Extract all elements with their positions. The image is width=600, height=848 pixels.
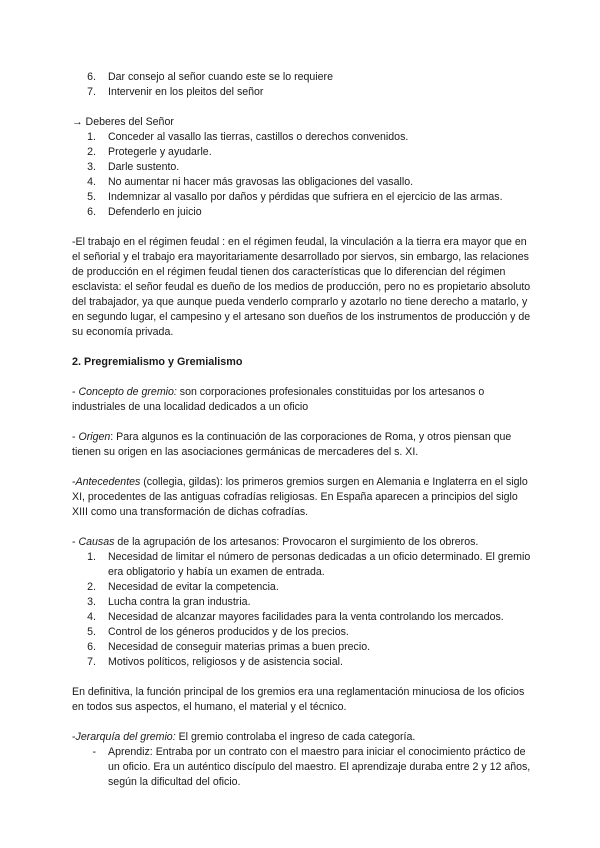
jerarquia-paragraph: -Jerarquía del gremio: El gremio controlaba el ingreso de cada categoría. — [72, 731, 416, 743]
list-item: 6. Defenderlo en juicio — [87, 206, 202, 218]
list-item: 1. Conceder al vasallo las tierras, castillos o derechos convenidos. — [87, 131, 409, 143]
definitiva-paragraph: En definitiva, la función principal de los gremios era una reglamentación minuciosa de los oficios en todos sus aspectos, el humano, el material y el técnico. — [72, 686, 525, 713]
list-item: 4. Necesidad de alcanzar mayores facilidades para la venta controlando los mercados. — [87, 611, 504, 623]
concepto-label: Concepto de gremio: — [78, 386, 177, 398]
list-item: - Aprendiz: Entraba por un contrato con el maestro para iniciar el conocimiento práctico de un oficio. Era un auténtico discípulo del maestro. El aprendizaje duraba entre 2 y 12 años, según la dificultad del oficio. — [92, 746, 531, 788]
list-item: 2. Protegerle y ayudarle. — [87, 146, 212, 158]
causas-list — [72, 550, 532, 670]
section-heading: 2. Pregremialismo y Gremialismo — [72, 356, 243, 368]
origen-label: Origen — [78, 431, 111, 443]
list-item: 5. Indemnizar al vasallo por daños y pérdidas que sufriera en el ejercicio de las armas. — [87, 191, 503, 203]
causas-paragraph: - Causas de la agrupación de los artesanos: Provocaron el surgimiento de los obreros. — [72, 536, 479, 548]
list-item: 4. No aumentar ni hacer más gravosas las obligaciones del vasallo. — [87, 176, 414, 188]
antecedentes-label: Antecedentes — [75, 476, 141, 488]
list-item: 2. Necesidad de evitar la competencia. — [87, 581, 279, 593]
antecedentes-paragraph: -Antecedentes (collegia, gildas): los primeros gremios surgen en Alemania e Inglaterra en el siglo XI, procedentes de las antiguas cofradías religiosas. En España aparecen a principios del siglo XIII como una transformación de dichas cofradías. — [72, 476, 528, 518]
list-item: 3. Lucha contra la gran industria. — [87, 596, 251, 608]
causas-label: Causas — [78, 536, 115, 548]
list-item: 6. Necesidad de conseguir materias primas a buen precio. — [87, 641, 371, 653]
deberes-title: → Deberes del Señor — [72, 116, 174, 128]
deberes-list — [72, 130, 532, 220]
document-page — [72, 70, 532, 790]
origen-paragraph: - Origen: Para algunos es la continuación de las corporaciones de Roma, y otros piensan que tienen su origen en las asociaciones germánicas de mercaderes del s. XI. — [72, 431, 512, 458]
list-item: 3. Darle sustento. — [87, 161, 180, 173]
list-item: 1. Necesidad de limitar el número de personas dedicadas a un oficio determinado. El gremio era obligatorio y había un examen de entrada. — [87, 551, 531, 578]
jerarquia-label: Jerarquía del gremio: — [75, 731, 176, 743]
concepto-paragraph: - Concepto de gremio: son corporaciones profesionales constituidas por los artesanos o industriales de una localidad dedicados a un oficio — [72, 386, 485, 413]
list-item: 6. Dar consejo al señor cuando este se lo requiere — [87, 71, 333, 83]
top-list — [72, 70, 532, 100]
trabajo-paragraph: -El trabajo en el régimen feudal : en el régimen feudal, la vinculación a la tierra era mayor que en el señorial y el trabajo era mayoritariamente desarrollado por siervos, sin embargo, las relaciones de producción en el régimen feudal tienen dos características que lo diferencian del régimen esclavista: el señor feudal es dueño de los medios de producción, pero no es propietario absoluto del trabajador, ya que aunque pueda venderlo comprarlo y azotarlo no tiene derecho a matarlo, y en segundo lugar, el campesino y el artesano son dueños de los instrumentos de producción y de su economía privada. — [72, 236, 531, 338]
jerarquia-list — [72, 745, 532, 790]
list-item: 5. Control de los géneros producidos y de los precios. — [87, 626, 349, 638]
list-item: 7. Intervenir en los pleitos del señor — [87, 86, 264, 98]
list-item: 7. Motivos políticos, religiosos y de asistencia social. — [87, 656, 343, 668]
